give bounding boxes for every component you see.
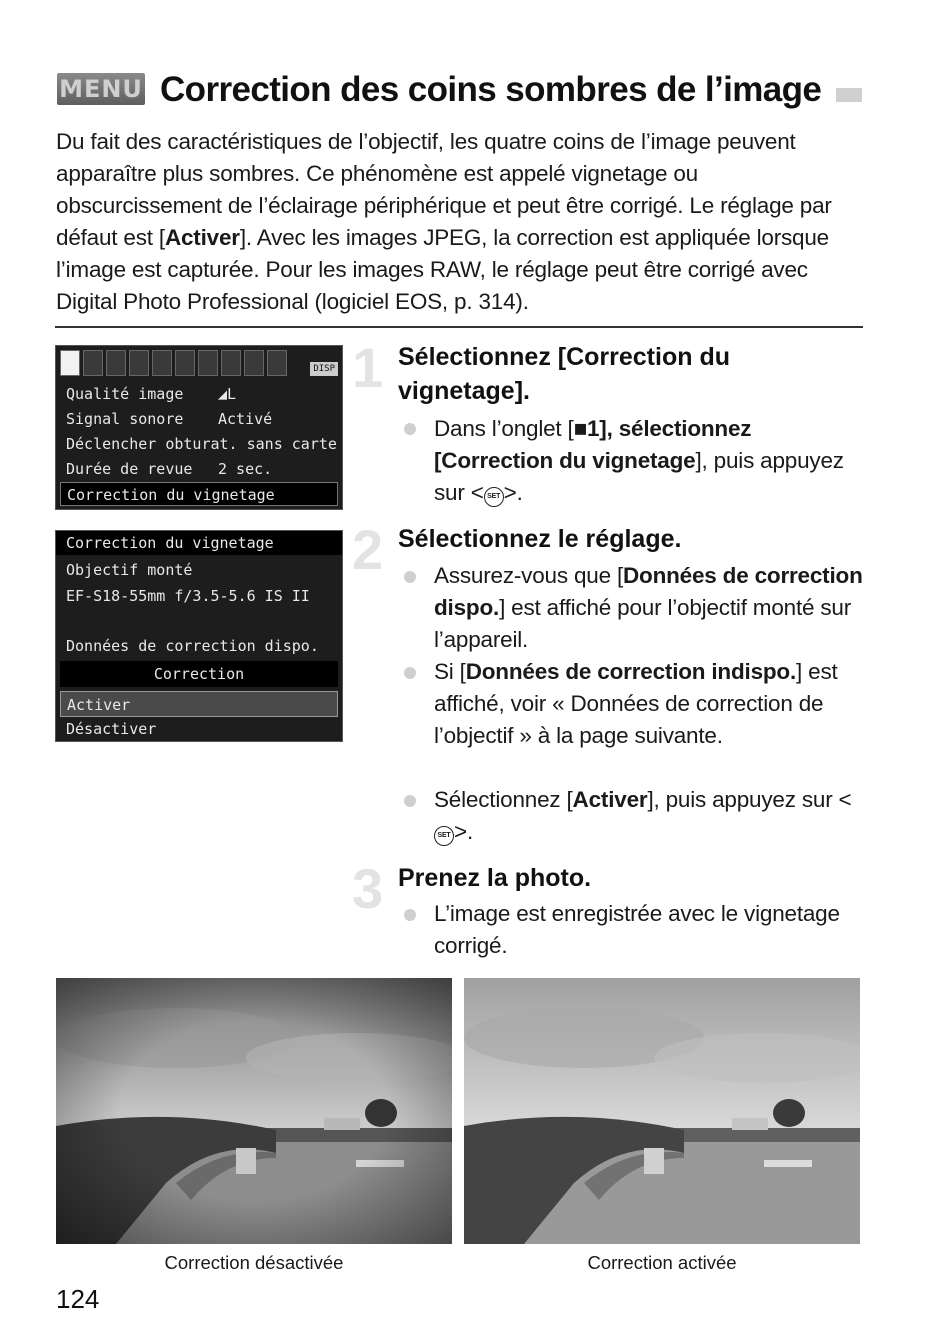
screen-header: Correction du vignetage bbox=[56, 531, 342, 555]
bold-term: Données de correction dispo. bbox=[434, 563, 863, 620]
data-status: Données de correction dispo. bbox=[66, 637, 319, 655]
bold-term: Correction du vignetage bbox=[441, 448, 696, 473]
vignetting-screen bbox=[55, 530, 343, 742]
intro-text-end: ]. Avec les images JPEG, la correction est appliquée lorsque l’image est capturée. Pour les images RAW, le réglage peut être corrigé avec Digital Photo Professional (logiciel EOS, p. 314). bbox=[56, 225, 829, 314]
bullet-icon bbox=[404, 795, 416, 807]
set-button-icon: SET bbox=[434, 826, 454, 846]
step-title: Sélectionnez [Correction du vignetage]. bbox=[398, 343, 730, 405]
page-title: Correction des coins sombres de l’image bbox=[160, 70, 822, 109]
text-segment: Dans l’onglet [ bbox=[434, 416, 574, 441]
text-segment: Sélectionnez [ bbox=[434, 787, 573, 812]
bullet-icon bbox=[404, 667, 416, 679]
bullet-icon bbox=[404, 909, 416, 921]
option-enable: Activer bbox=[60, 691, 338, 717]
row-label: Qualité image bbox=[66, 385, 184, 403]
landscape-photo bbox=[464, 978, 860, 1244]
intro-bold: Activer bbox=[164, 225, 240, 250]
row-value: ◢L bbox=[218, 385, 237, 403]
tab-setup-2 bbox=[221, 350, 241, 376]
tab-shooting-1 bbox=[60, 350, 80, 376]
row-label: Durée de revue bbox=[66, 460, 193, 478]
disp-icon: DISP bbox=[310, 362, 338, 376]
row-label: Déclencher obturat. sans carte bbox=[66, 435, 337, 453]
option-disable: Désactiver bbox=[66, 720, 157, 738]
photo-caption: Correction activée bbox=[587, 1252, 737, 1273]
tab-playback-2 bbox=[175, 350, 195, 376]
tab-mymenu bbox=[267, 350, 287, 376]
text-segment: ] est affiché, voir « Données de correction de l’objectif » à la page suivante. bbox=[434, 659, 838, 748]
section-header: Correction bbox=[60, 661, 338, 687]
row-label: Correction du vignetage bbox=[67, 486, 275, 504]
menu-row-selected bbox=[60, 482, 338, 506]
bullet-icon bbox=[404, 423, 416, 435]
text-segment: >. bbox=[503, 480, 523, 505]
menu-icon: MENU bbox=[57, 73, 145, 105]
tab-shooting-2 bbox=[83, 350, 103, 376]
tab-shooting-3 bbox=[106, 350, 126, 376]
lens-label: Objectif monté bbox=[66, 561, 193, 579]
step-instruction bbox=[434, 898, 864, 962]
step-instruction bbox=[434, 784, 864, 848]
title-decoration bbox=[836, 88, 862, 102]
menu-row bbox=[60, 457, 338, 481]
lens-name: EF-S18-55mm f/3.5-5.6 IS II bbox=[66, 587, 310, 605]
step-number: 2 bbox=[352, 518, 384, 581]
camera-icon: ■ bbox=[573, 416, 587, 441]
landscape-photo bbox=[56, 978, 452, 1244]
text-segment: ], puis appuyez sur < bbox=[434, 448, 844, 505]
intro-paragraph bbox=[56, 126, 866, 318]
step-title: Sélectionnez le réglage. bbox=[398, 525, 682, 553]
text-segment: ], puis appuyez sur < bbox=[647, 787, 852, 812]
bullet-icon bbox=[404, 571, 416, 583]
menu-row bbox=[60, 382, 338, 406]
set-button-icon: SET bbox=[484, 487, 504, 507]
tab-shooting-4 bbox=[129, 350, 149, 376]
menu-row bbox=[60, 407, 338, 431]
bold-term: Activer bbox=[572, 787, 648, 812]
step-instruction bbox=[434, 560, 864, 656]
row-value: 2 sec. bbox=[218, 460, 273, 478]
menu-tabs bbox=[60, 350, 338, 380]
step-number: 1 bbox=[352, 336, 384, 399]
photo-caption: Correction désactivée bbox=[164, 1252, 344, 1273]
step-instruction bbox=[434, 413, 864, 509]
bold-term: Données de correction indispo. bbox=[465, 659, 797, 684]
row-label: Signal sonore bbox=[66, 410, 184, 428]
camera-menu-screen bbox=[55, 345, 343, 510]
step-title: Prenez la photo. bbox=[398, 864, 592, 892]
text-segment: L’image est enregistrée avec le vignetage corrigé. bbox=[434, 901, 840, 958]
text-segment: Si [ bbox=[434, 659, 466, 684]
tab-setup-1 bbox=[198, 350, 218, 376]
step-number: 3 bbox=[352, 857, 384, 920]
menu-row bbox=[60, 432, 338, 456]
tab-setup-3 bbox=[244, 350, 264, 376]
text-segment: Assurez-vous que [ bbox=[434, 563, 623, 588]
divider bbox=[55, 326, 863, 328]
text-segment: 1], sélectionnez [ bbox=[434, 416, 752, 473]
photo-without-correction bbox=[56, 978, 452, 1244]
text-segment: ] est affiché pour l’objectif monté sur l’appareil. bbox=[434, 595, 852, 652]
photo-with-correction bbox=[464, 978, 860, 1244]
step-instruction bbox=[434, 656, 864, 752]
intro-text: Du fait des caractéristiques de l’objectif, les quatre coins de l’image peuvent apparaître plus sombres. Ce phénomène est appelé vignetage ou obscurcissement de l’éclairage périphérique et peut être corrigé. Le réglage par défaut est [ bbox=[56, 129, 832, 250]
row-value: Activé bbox=[218, 410, 273, 428]
text-segment: >. bbox=[454, 819, 473, 844]
page-number: 124 bbox=[56, 1284, 100, 1314]
tab-playback-1 bbox=[152, 350, 172, 376]
